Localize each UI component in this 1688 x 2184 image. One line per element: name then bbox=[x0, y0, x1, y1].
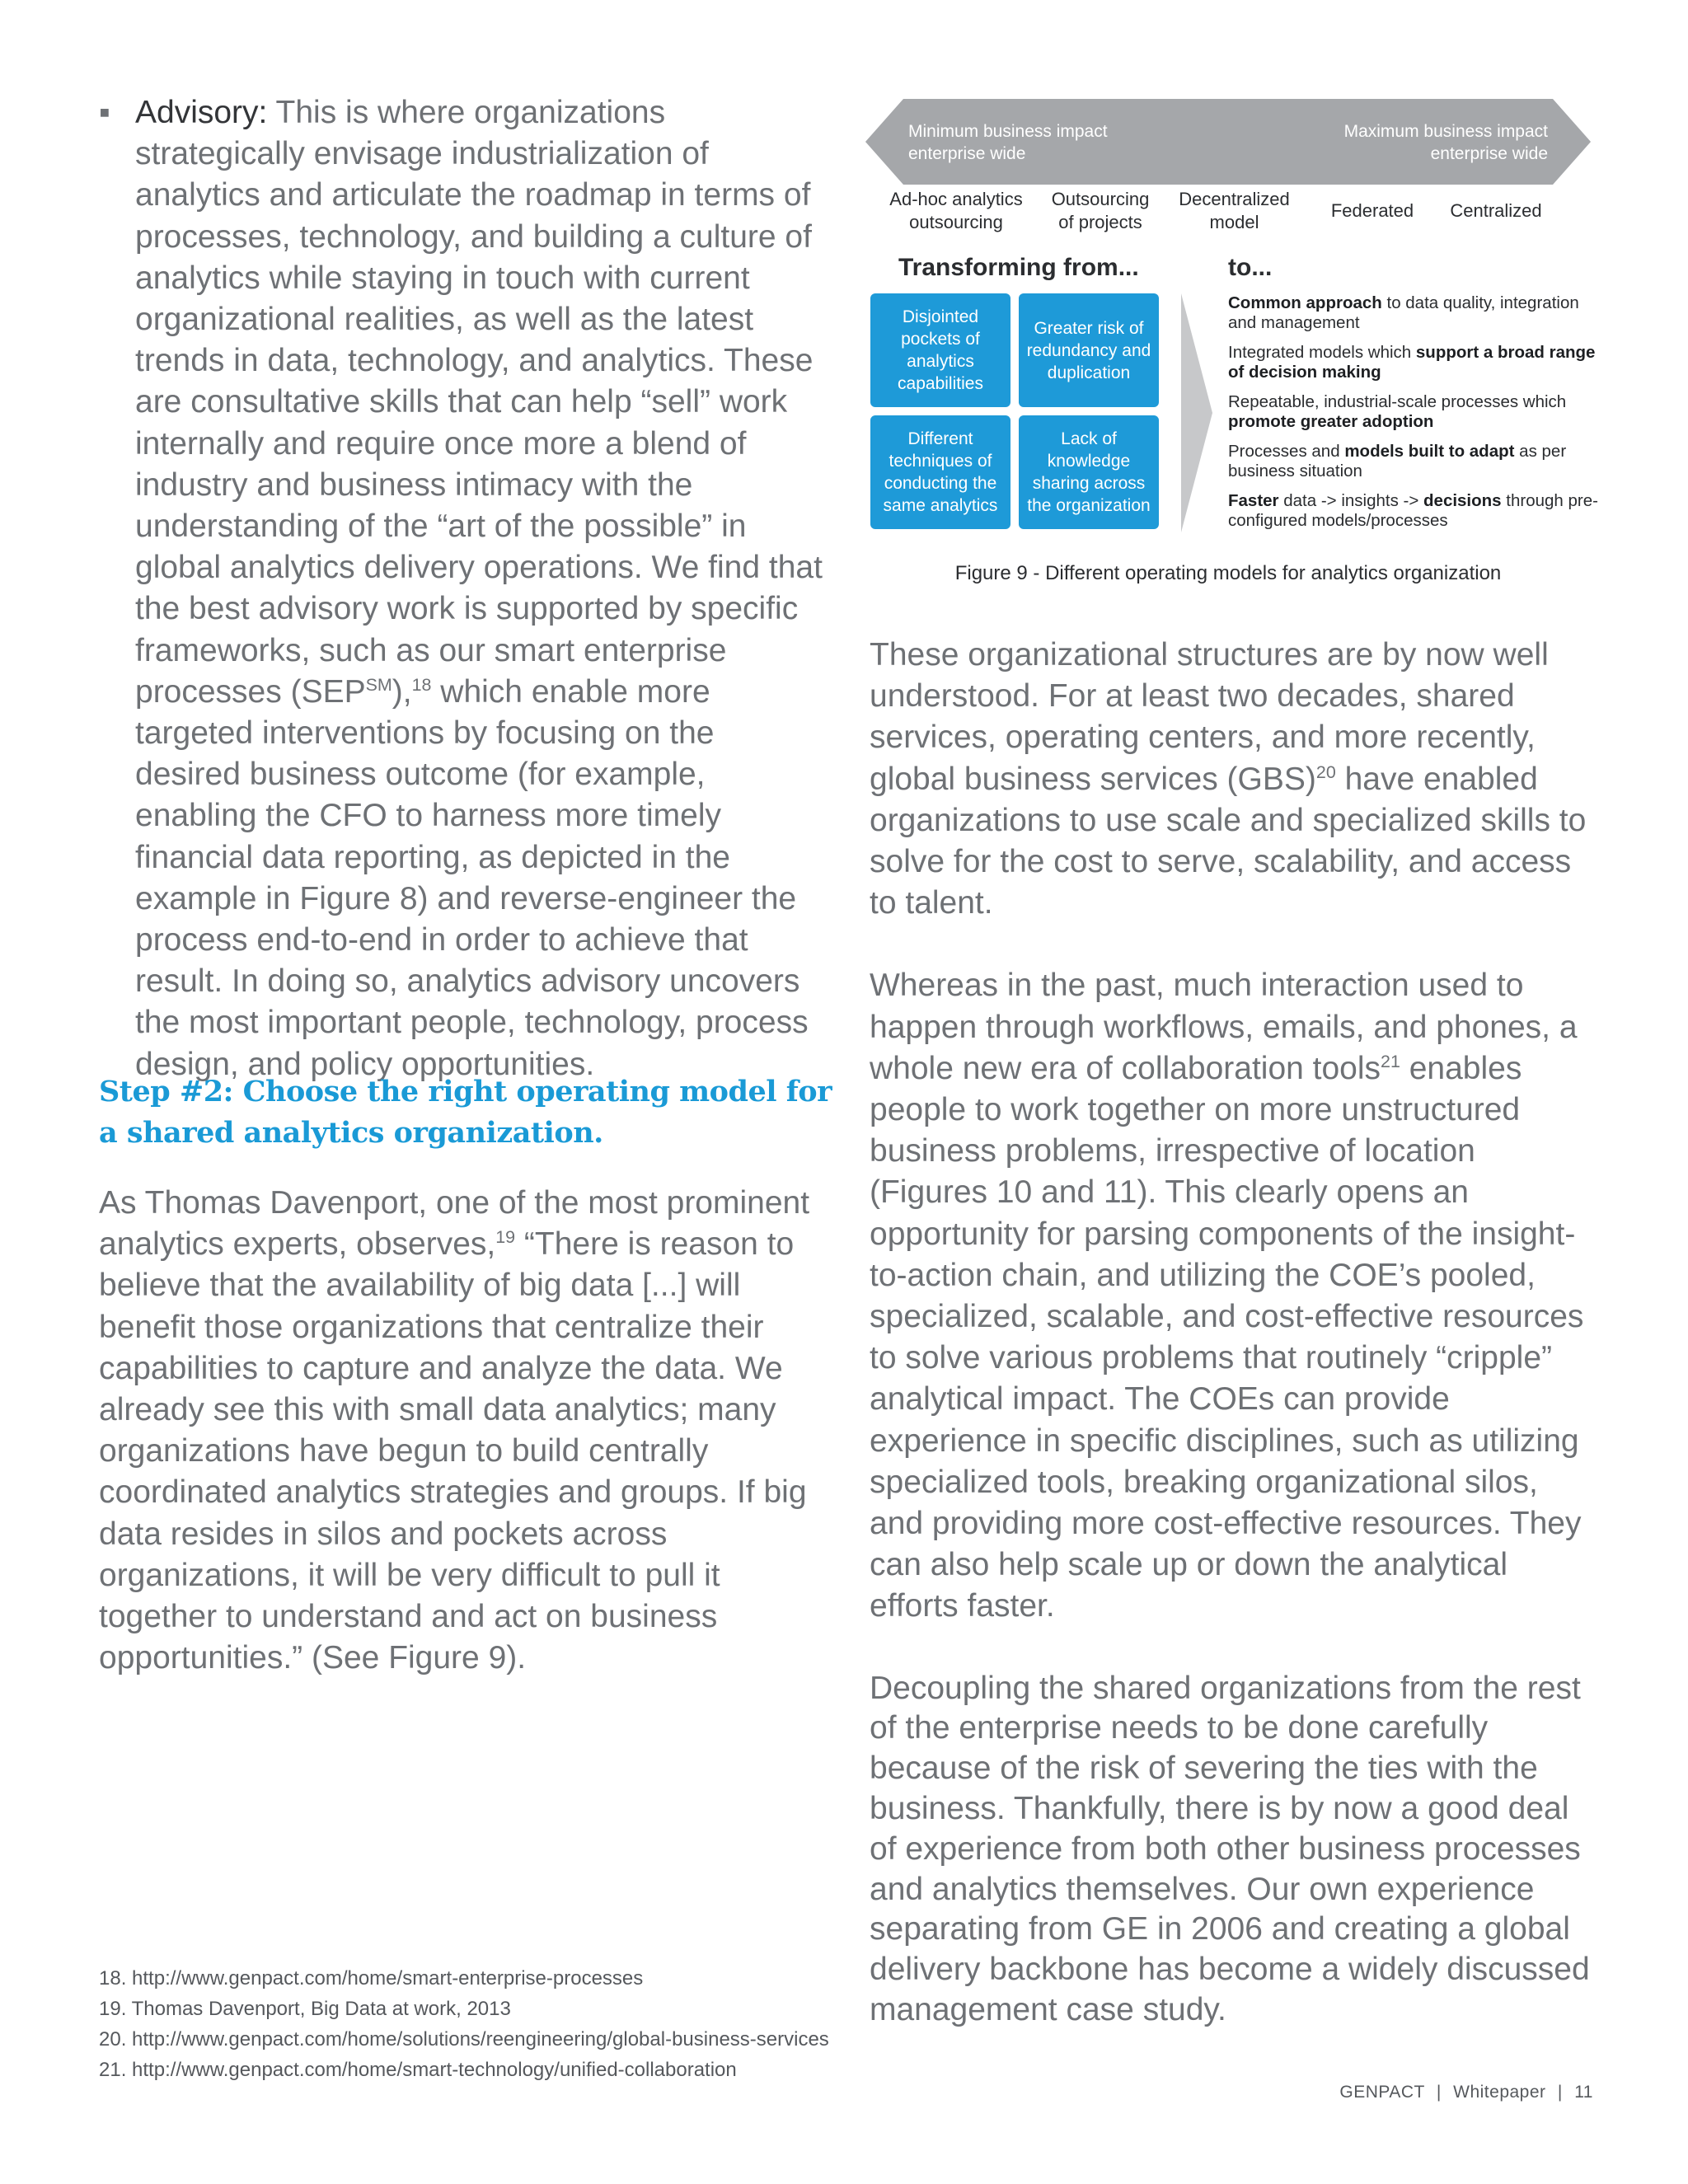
collab-text-2: enables people to work together on more unstructured business problems, irrespective of location (Figures 10 and 11). This clearly opens an opportunity for parsing components of the insight-to-action chain, and utilizing the COE’s pooled, specialized, scalable, and cost-effective resources to solve various problems that routinely “cripple” analytical impact. The COEs can provide experience in specific disciplines, such as utilizing specialized tools, breaking organizational silos, and providing more cost-effective resources. They can also help scale up or down the analytical efforts faster. bbox=[870, 1050, 1584, 1624]
arrow-label-min bbox=[908, 120, 1108, 165]
bullet-icon: ▪ bbox=[99, 95, 110, 130]
to-item: Integrated models which support a broad range of decision making bbox=[1228, 343, 1596, 382]
advisory-punct: ), bbox=[392, 673, 412, 710]
gbs-paragraph bbox=[870, 635, 1595, 924]
model-decentralized bbox=[1170, 188, 1298, 234]
box-disjointed: Disjointed pockets of analytics capabilities bbox=[870, 293, 1010, 407]
model-label: Decentralized bbox=[1179, 189, 1290, 209]
to-item: Repeatable, industrial-scale processes which promote greater adoption bbox=[1228, 392, 1567, 431]
model-label: Centralized bbox=[1450, 200, 1542, 221]
arrow-label-max-line1: Maximum business impact bbox=[1343, 122, 1548, 141]
davenport-text-2: “There is reason to believe that the availability of big data [...] will benefit those organizations that centralize their capabilities to capture and analyze the data. We already see this with small data analytics; many organizations have begun to build centrally coordinated analytics strategies and groups. If big data resides in silos and pockets across organizations, it will be very difficult to pull it together to understand and act on business opportunities.” (See Figure 9). bbox=[99, 1226, 807, 1676]
sm-mark: SM bbox=[365, 674, 392, 695]
to-item: Common approach to data quality, integration and management bbox=[1228, 293, 1579, 332]
footnote-ref-19[interactable]: 19 bbox=[495, 1227, 516, 1248]
footnote-20[interactable]: 20. http://www.genpact.com/home/solutions/reengineering/global-business-services bbox=[99, 2028, 829, 2050]
footnote-ref-18[interactable]: 18 bbox=[411, 674, 432, 695]
footer-brand: GENPACT bbox=[1339, 2083, 1425, 2102]
figure-caption: Figure 9 - Different operating models for analytics organization bbox=[954, 562, 1502, 584]
to-heading: to... bbox=[1228, 254, 1273, 281]
model-label: outsourcing bbox=[909, 212, 1003, 232]
right-column bbox=[870, 635, 1595, 2031]
footnote-18[interactable]: 18. http://www.genpact.com/home/smart-enterprise-processes bbox=[99, 1967, 644, 1990]
box-lack-knowledge: Lack of knowledge sharing across the organization bbox=[1019, 415, 1159, 529]
footnote-21[interactable]: 21. http://www.genpact.com/home/smart-technology/unified-collaboration bbox=[99, 2059, 737, 2081]
model-label: Federated bbox=[1330, 200, 1414, 221]
arrow-label-max-line2: enterprise wide bbox=[1430, 144, 1548, 163]
footnotes bbox=[99, 1963, 829, 2085]
davenport-paragraph bbox=[99, 1183, 824, 1679]
model-label: Outsourcing bbox=[1051, 189, 1150, 209]
model-federated bbox=[1311, 199, 1434, 223]
footnote-ref-20[interactable]: 20 bbox=[1315, 762, 1336, 782]
model-adhoc bbox=[882, 188, 1030, 234]
advisory-text: This is where organizations strategically envisage industrialization of analytics and articulate the roadmap in terms of processes, technology, and building a culture of analytics while staying in touch with current organizational realities, as well as the latest trends in data, technology, and analytics. These are consultative skills that can help “sell” work internally and require once more a blend of industry and business intimacy with the understanding of the “art of the possible” in global analytics delivery operations. We find that the best advisory work is supported by specific frameworks, such as our smart enterprise processes (SEP bbox=[135, 95, 823, 710]
box-different-techniques: Different techniques of conducting the same analytics bbox=[870, 415, 1010, 529]
collab-text-1: Whereas in the past, much interaction used to happen through workflows, emails, and phones, a whole new era of collaboration tools bbox=[870, 968, 1578, 1086]
to-item: Processes and models built to adapt as per business situation bbox=[1228, 442, 1567, 480]
footnote-ref-21[interactable]: 21 bbox=[1381, 1051, 1400, 1071]
advisory-text-2: which enable more targeted interventions by focusing on the desired business outcome (for example, enabling the CFO to harness more timely financial data reporting, as depicted in the example in Figure 8) and reverse-engineer the process end-to-end in order to achieve that result. In doing so, analytics advisory uncovers the most important people, technology, process design, and policy opportunities. bbox=[135, 673, 809, 1082]
page-footer bbox=[1339, 2083, 1593, 2102]
footer-separator: | bbox=[1557, 2083, 1563, 2102]
advisory-bullet bbox=[99, 92, 824, 1085]
arrow-label-min-line2: enterprise wide bbox=[908, 144, 1026, 163]
model-label: Ad-hoc analytics bbox=[889, 189, 1023, 209]
gbs-text-1: These organizational structures are by now well understood. For at least two decades, shared services, operating centers, and more recently, global business services (GBS) bbox=[870, 637, 1549, 797]
to-item: Faster data -> insights -> decisions through pre-configured models/processes bbox=[1228, 491, 1598, 530]
figure-9-diagram bbox=[865, 97, 1598, 600]
decoupling-paragraph: Decoupling the shared organizations from the rest of the enterprise needs to be done carefully because of the risk of severing the ties with the business. Thankfully, there is by now a good deal of experience from both other business processes and analytics themselves. Our own experience separating from GE in 2006 and creating a global delivery backbone has become a widely discussed management case study. bbox=[870, 1670, 1590, 2028]
page-number: 11 bbox=[1574, 2083, 1593, 2102]
footer-separator: | bbox=[1436, 2083, 1442, 2102]
box-redundancy: Greater risk of redundancy and duplication bbox=[1019, 293, 1159, 407]
advisory-label: Advisory: bbox=[135, 95, 268, 130]
model-centralized bbox=[1434, 199, 1558, 223]
model-label: of projects bbox=[1058, 212, 1142, 232]
transforming-from-heading: Transforming from... bbox=[898, 254, 1139, 281]
collaboration-paragraph bbox=[870, 965, 1595, 1627]
transform-chevron bbox=[1181, 293, 1214, 532]
footnote-19: 19. Thomas Davenport, Big Data at work, 2013 bbox=[99, 1998, 511, 2020]
footer-doc-type: Whitepaper bbox=[1453, 2083, 1546, 2102]
model-label: model bbox=[1209, 212, 1259, 232]
step-2-heading: Step #2: Choose the right operating model for a shared analytics organization. bbox=[99, 1075, 832, 1150]
model-outsourcing bbox=[1039, 188, 1162, 234]
arrow-label-max bbox=[1344, 120, 1548, 165]
gbs-text-2: have enabled organizations to use scale and specialized skills to solve for the cost to serve, scalability, and access to talent. bbox=[870, 761, 1587, 921]
to-list bbox=[1228, 293, 1599, 541]
arrow-label-min-line1: Minimum business impact bbox=[908, 122, 1108, 141]
davenport-text-1: As Thomas Davenport, one of the most prominent analytics experts, observes, bbox=[99, 1185, 810, 1263]
